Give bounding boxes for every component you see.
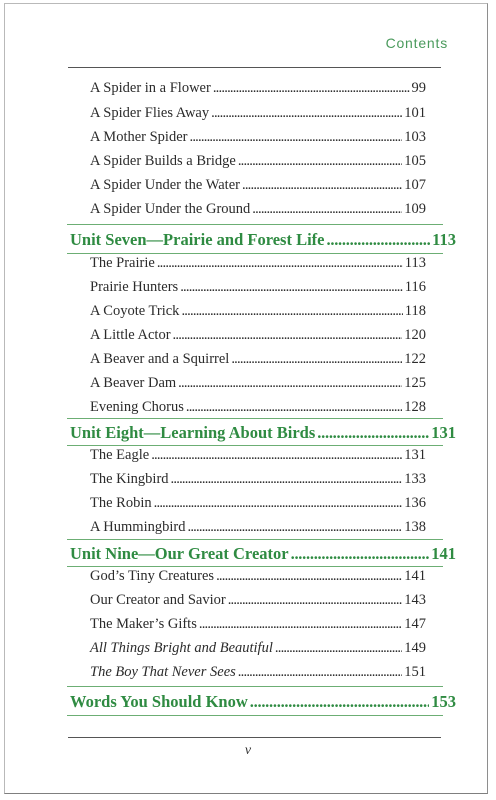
dot-leader <box>327 230 431 250</box>
dot-leader <box>151 447 402 464</box>
entry-page: 101 <box>404 105 426 121</box>
entry-page: 133 <box>404 471 426 487</box>
toc-entry[interactable] <box>90 279 426 302</box>
entry-page: 125 <box>404 375 426 391</box>
dot-leader <box>238 664 402 681</box>
unit-top-rule <box>67 224 443 225</box>
unit-top-rule <box>67 418 443 419</box>
unit-bottom-rule <box>67 566 443 567</box>
dot-leader <box>154 495 403 512</box>
dot-leader <box>250 692 429 712</box>
entry-page: 113 <box>404 255 426 271</box>
entry-page: 147 <box>404 616 426 632</box>
entry-title: All Things Bright and Beautiful <box>90 640 273 656</box>
unit-page: 141 <box>431 544 456 563</box>
toc-entry[interactable] <box>90 105 426 128</box>
unit-bottom-rule <box>67 715 443 716</box>
entry-page: 99 <box>411 80 426 96</box>
entry-title: A Little Actor <box>90 327 171 343</box>
dot-leader <box>178 375 402 392</box>
toc-entry[interactable] <box>90 177 426 200</box>
toc-entry[interactable] <box>90 351 426 374</box>
unit-title: Unit Nine—Our Great Creator <box>70 544 289 563</box>
toc-entry[interactable] <box>90 664 426 687</box>
dot-leader <box>171 471 403 488</box>
toc-entry[interactable] <box>90 201 426 224</box>
dot-leader <box>238 153 402 170</box>
entry-page: 131 <box>404 447 426 463</box>
footer-rule <box>68 737 441 738</box>
dot-leader <box>228 592 403 609</box>
dot-leader <box>173 327 403 344</box>
unit-page: 113 <box>432 230 456 249</box>
entry-page: 151 <box>404 664 426 680</box>
entry-title: Prairie Hunters <box>90 279 179 295</box>
toc-entry[interactable] <box>90 375 426 398</box>
entry-page: 107 <box>404 177 426 193</box>
entry-page: 118 <box>404 303 426 319</box>
entry-title: Evening Chorus <box>90 399 184 415</box>
entry-title: A Spider Builds a Bridge <box>90 153 236 169</box>
unit-bottom-rule <box>67 253 443 254</box>
dot-leader <box>187 519 402 536</box>
page-number: v <box>244 743 252 758</box>
dot-leader <box>275 640 402 657</box>
entry-title: A Spider in a Flower <box>90 80 211 96</box>
dot-leader <box>199 616 402 633</box>
entry-page: 105 <box>404 153 426 169</box>
toc-entry[interactable] <box>90 592 426 615</box>
toc-entry[interactable] <box>90 129 426 152</box>
entry-title: The Robin <box>90 495 152 511</box>
entry-page: 122 <box>404 351 426 367</box>
toc-entry[interactable] <box>90 495 426 518</box>
toc-entry[interactable] <box>90 153 426 176</box>
toc-entry[interactable] <box>90 568 426 591</box>
toc-entry[interactable] <box>90 80 426 103</box>
dot-leader <box>186 399 402 416</box>
dot-leader <box>189 129 402 146</box>
entry-page: 103 <box>404 129 426 145</box>
dot-leader <box>231 351 402 368</box>
unit-top-rule <box>67 686 443 687</box>
entry-title: A Spider Under the Water <box>90 177 240 193</box>
unit-title: Unit Eight—Learning About Birds <box>70 423 316 442</box>
entry-title: God’s Tiny Creatures <box>90 568 215 584</box>
unit-top-rule <box>67 539 443 540</box>
entry-page: 138 <box>404 519 426 535</box>
entry-title: Our Creator and Savior <box>90 592 226 608</box>
toc-entry[interactable] <box>90 447 426 470</box>
entry-title: A Spider Flies Away <box>90 105 210 121</box>
unit-page: 131 <box>431 423 456 442</box>
dot-leader <box>242 177 402 194</box>
dot-leader <box>211 105 402 122</box>
dot-leader <box>213 80 410 97</box>
entry-title: A Mother Spider <box>90 129 188 145</box>
running-head: Contents <box>385 35 448 51</box>
dot-leader <box>317 423 429 443</box>
entry-title: A Beaver Dam <box>90 375 177 391</box>
unit-title: Unit Seven—Prairie and Forest Life <box>70 230 325 249</box>
entry-page: 128 <box>404 399 426 415</box>
unit-title: Words You Should Know <box>70 692 248 711</box>
entry-title: The Maker’s Gifts <box>90 616 197 632</box>
dot-leader <box>216 568 402 585</box>
dot-leader <box>180 279 403 296</box>
header-rule <box>68 67 441 68</box>
entry-title: The Eagle <box>90 447 150 463</box>
unit-page: 153 <box>431 692 456 711</box>
dot-leader <box>181 303 402 320</box>
entry-page: 109 <box>404 201 426 217</box>
entry-title: The Boy That Never Sees <box>90 664 236 680</box>
entry-title: A Hummingbird <box>90 519 186 535</box>
dot-leader <box>157 255 403 272</box>
entry-page: 143 <box>404 592 426 608</box>
unit-bottom-rule <box>67 445 443 446</box>
entry-page: 120 <box>404 327 426 343</box>
entry-page: 116 <box>404 279 426 295</box>
entry-page: 136 <box>404 495 426 511</box>
toc-entry[interactable] <box>90 471 426 494</box>
entry-title: The Prairie <box>90 255 155 271</box>
toc-entry[interactable] <box>90 327 426 350</box>
entry-title: A Coyote Trick <box>90 303 180 319</box>
dot-leader <box>291 544 430 564</box>
entry-title: A Beaver and a Squirrel <box>90 351 230 367</box>
toc-entry[interactable] <box>90 255 426 278</box>
toc-entry[interactable] <box>90 640 426 663</box>
toc-entry[interactable] <box>90 303 426 326</box>
toc-entry[interactable] <box>90 616 426 639</box>
entry-title: The Kingbird <box>90 471 169 487</box>
entry-title: A Spider Under the Ground <box>90 201 251 217</box>
entry-page: 141 <box>404 568 426 584</box>
entry-page: 149 <box>404 640 426 656</box>
dot-leader <box>252 201 402 218</box>
